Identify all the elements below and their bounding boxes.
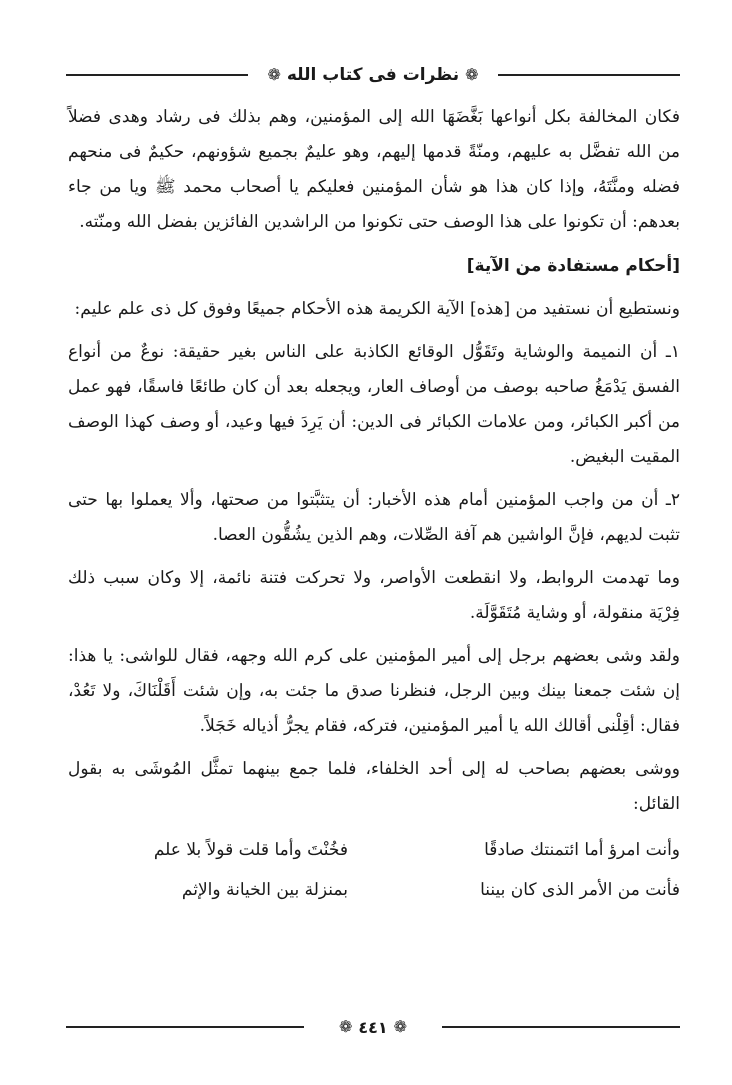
header-title-box (258, 58, 488, 92)
header-rule-left (66, 74, 248, 76)
poem-verse (68, 870, 680, 910)
footer-rule-left (66, 1026, 304, 1028)
verse-second-hemistich: فخُنْتَ وأما قلت قولاً بلا علم (153, 840, 348, 860)
section-heading: [أحكام مستفادة من الآية] (466, 256, 680, 276)
page-body (68, 100, 680, 910)
footer-rule-right (442, 1026, 680, 1028)
book-title: نظرات فى كتاب الله (286, 65, 460, 85)
verse-first-hemistich: وأنت امرؤ أما ائتمنتك صادقًا (484, 840, 680, 860)
paragraph-3: ١ـ أن النميمة والوشاية وتَقَوُّل الوقائع الكاذبة على الناس بغير حقيقة: نوعٌ من أنواع الفسق يَدْمَغُ صاحبه بوصف من أوصاف العار، ويجعله بعد أن كان طائعًا فاسقًا، فهو عمل من أكبر الكبائر، ومن علامات الكبائر فى الدين: أن يَرِدَ فيها وعيد، أو وصف كهذا الوصف المقيت البغيض. (68, 342, 680, 467)
verse-first-hemistich: فأنت من الأمر الذى كان بيننا (480, 880, 680, 900)
paragraph-7: ووشى بعضهم بصاحب له إلى أحد الخلفاء، فلما جمع بينهما تمثَّل المُوشَى به بقول القائل: (68, 759, 680, 814)
page-number-box (312, 1012, 434, 1042)
header-rule-right (498, 74, 680, 76)
paragraph-5: وما تهدمت الروابط، ولا انقطعت الأواصر، ولا تحركت فتنة نائمة، إلا وكان سبب ذلك فِرْيَة منقولة، أو وشاية مُتَقَوَّلَة. (68, 568, 680, 623)
paragraph-6: ولقد وشى بعضهم برجل إلى أمير المؤمنين على كرم الله وجهه، فقال للواشى: يا هذا: إن شئت جمعنا بينك وبين الرجل، فنظرنا صدق ما جئت به، وإن شئت أَقَلْنَاكَ، ولا تَعُدْ، فقال: أقِلْنى أقالك الله يا أمير المؤمنين، فتركه، فقام يجرُّ أذياله خَجَلاً. (68, 646, 680, 736)
flower-ornament-icon: ❁ (267, 65, 281, 84)
paragraph-2: ونستطيع أن نستفيد من [هذه] الآية الكريمة هذه الأحكام جميعًا وفوق كل ذى علم عليم: (74, 299, 680, 319)
paragraph-4: ٢ـ أن من واجب المؤمنين أمام هذه الأخبار: أن يتثبَّتوا من صحتها، وألا يعملوا بها حتى تثبت لديهم، فإنَّ الواشين هم آفة الصِّلات، وهم الذين يشُقُّون العصا. (68, 490, 680, 545)
verse-second-hemistich: بمنزلة بين الخيانة والإثم (181, 880, 348, 900)
flower-ornament-icon: ❁ (338, 1017, 353, 1036)
page-footer (66, 1012, 680, 1042)
flower-ornament-icon: ❁ (393, 1017, 408, 1036)
paragraph-1: فكان المخالفة بكل أنواعها بَغَّضَهَا الله إلى المؤمنين، وهم بذلك فى رشاد وهدى فضلاً من الله تفضَّل به عليهم، ومنّةً قدمها إليهم، وهو عليمٌ بجميع شؤونهم، حكيمٌ فى منحهم فضله ومنَّتَهُ، وإذا كان هذا هو شأن المؤمنين فعليكم يا أصحاب محمد ﷺ ويا من جاء بعدهم: أن تكونوا على هذا الوصف حتى تكونوا من الراشدين الفائزين بفضل الله ومنّته. (68, 107, 680, 232)
poem (68, 830, 680, 910)
poem-verse (68, 830, 680, 870)
page-number: ٤٤١ (358, 1017, 388, 1037)
flower-ornament-icon: ❁ (465, 65, 479, 84)
running-header (66, 58, 680, 92)
